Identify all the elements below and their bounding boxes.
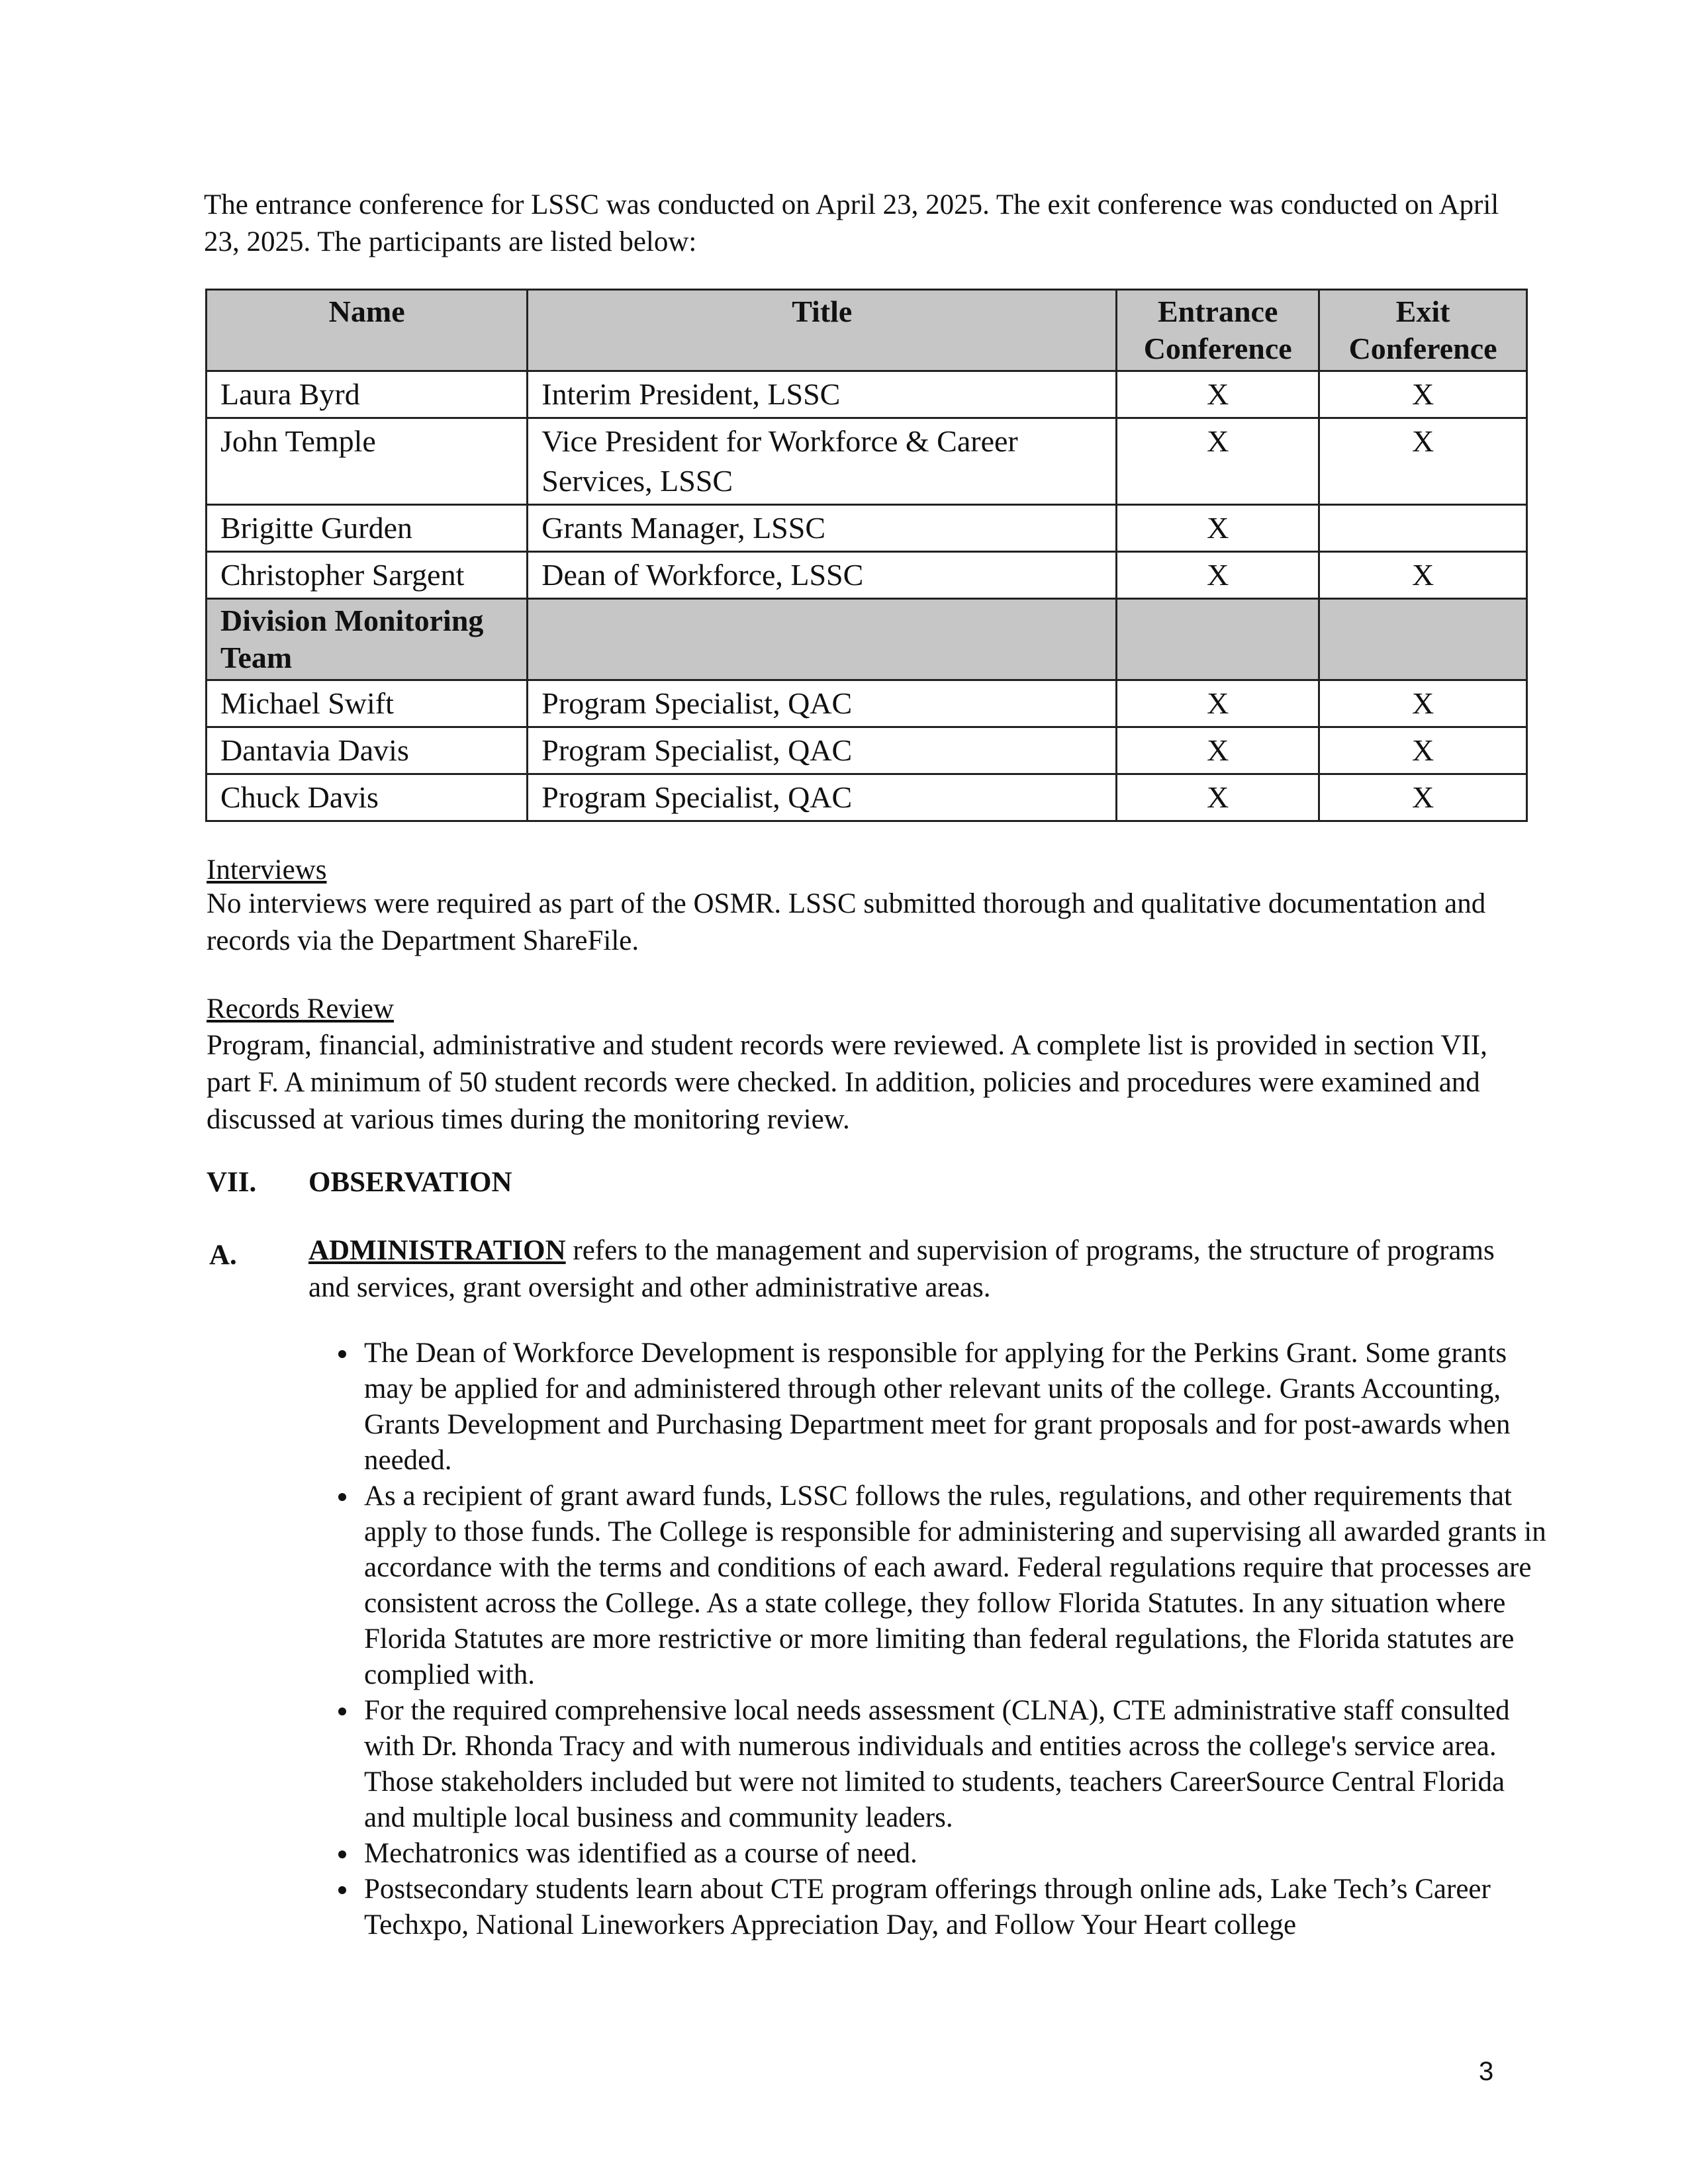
entrance-mark: X [1117,774,1319,821]
table-row [207,680,1527,727]
participant-title: Program Specialist, QAC [528,680,1117,727]
list-item: • For the required comprehensive local needs assessment (CLNA), CTE administrative staff consulted with Dr. Rhonda Tracy and with numerous individuals and entities across the college's service area. Those stakeholders included but were not limited to students, teachers CareerSource Central Florida and multiple local business and community leaders. [359,1693,1550,1836]
subsection-label: A. [209,1240,237,1271]
participant-name: Dantavia Davis [207,727,528,774]
header-exit: Exit Conference [1319,290,1527,371]
interviews-heading: Interviews [207,854,327,886]
section-title: OBSERVATION [308,1167,512,1198]
table-row [207,371,1527,418]
exit-mark [1319,505,1527,552]
records-review-heading: Records Review [207,993,395,1024]
entrance-mark: X [1117,371,1319,418]
header-name: Name [207,290,528,371]
page-number: 3 [1479,2057,1494,2086]
table-row [207,727,1527,774]
participant-title: Grants Manager, LSSC [528,505,1117,552]
header-title: Title [528,290,1117,371]
entrance-mark: X [1117,418,1319,505]
table-row [207,418,1527,505]
header-entrance: Entrance Conference [1117,290,1319,371]
table-header-row [207,290,1527,371]
list-item: • Mechatronics was identified as a course of need. [359,1836,1550,1872]
exit-mark: X [1319,774,1527,821]
participant-name: Christopher Sargent [207,552,528,599]
participant-name: John Temple [207,418,528,505]
team-blank-cell [528,599,1117,680]
list-item: • The Dean of Workforce Development is responsible for applying for the Perkins Grant. Some grants may be applied for and administered through other relevant units of the college. Grants Accounting, Grants Development and Purchasing Department meet for grant proposals and for post-awards when needed. [359,1336,1550,1479]
table-row [207,774,1527,821]
exit-mark: X [1319,680,1527,727]
participant-name: Chuck Davis [207,774,528,821]
entrance-mark: X [1117,552,1319,599]
team-blank-cell [1117,599,1319,680]
entrance-mark: X [1117,505,1319,552]
list-item: • As a recipient of grant award funds, LSSC follows the rules, regulations, and other requirements that apply to those funds. The College is responsible for administering and supervising all awarded grants in accordance with the terms and conditions of each award. Federal regulations require that processes are consistent across the College. As a state college, they follow Florida Statutes. In any situation where Florida Statutes are more restrictive or more limiting than federal regulations, the Florida statutes are complied with. [359,1479,1550,1693]
administration-bullet-list [308,1336,1550,1943]
administration-text: refers to the management and supervision of programs, the structure of programs and services, grant oversight and other administrative areas. [308,1235,1495,1303]
table-row [207,505,1527,552]
participant-title: Dean of Workforce, LSSC [528,552,1117,599]
table-row [207,552,1527,599]
participant-title: Vice President for Workforce & Career Services, LSSC [528,418,1117,505]
exit-mark: X [1319,552,1527,599]
intro-paragraph: The entrance conference for LSSC was conducted on April 23, 2025. The exit conference was conducted on April 23, 2025. The participants are listed below: [204,189,1499,257]
team-blank-cell [1319,599,1527,680]
participant-name: Laura Byrd [207,371,528,418]
interviews-paragraph: No interviews were required as part of the OSMR. LSSC submitted thorough and qualitative documentation and records via the Department ShareFile. [207,888,1486,956]
records-review-paragraph: Program, financial, administrative and student records were reviewed. A complete list is provided in section VII, part F. A minimum of 50 student records were checked. In addition, policies and procedures were examined and discussed at various times during the monitoring review. [207,1030,1487,1135]
participants-table [205,289,1528,822]
administration-definition [308,1232,1513,1306]
participant-title: Interim President, LSSC [528,371,1117,418]
participant-title: Program Specialist, QAC [528,727,1117,774]
section-number: VII. [207,1167,257,1198]
entrance-mark: X [1117,727,1319,774]
team-label: Division Monitoring Team [207,599,528,680]
participant-title: Program Specialist, QAC [528,774,1117,821]
administration-term: ADMINISTRATION [308,1235,566,1266]
participant-name: Michael Swift [207,680,528,727]
team-section-row [207,599,1527,680]
participant-name: Brigitte Gurden [207,505,528,552]
exit-mark: X [1319,418,1527,505]
entrance-mark: X [1117,680,1319,727]
list-item: • Postsecondary students learn about CTE program offerings through online ads, Lake Tech’s Career Techxpo, National Lineworkers Appreciation Day, and Follow Your Heart college [359,1872,1550,1943]
exit-mark: X [1319,371,1527,418]
exit-mark: X [1319,727,1527,774]
